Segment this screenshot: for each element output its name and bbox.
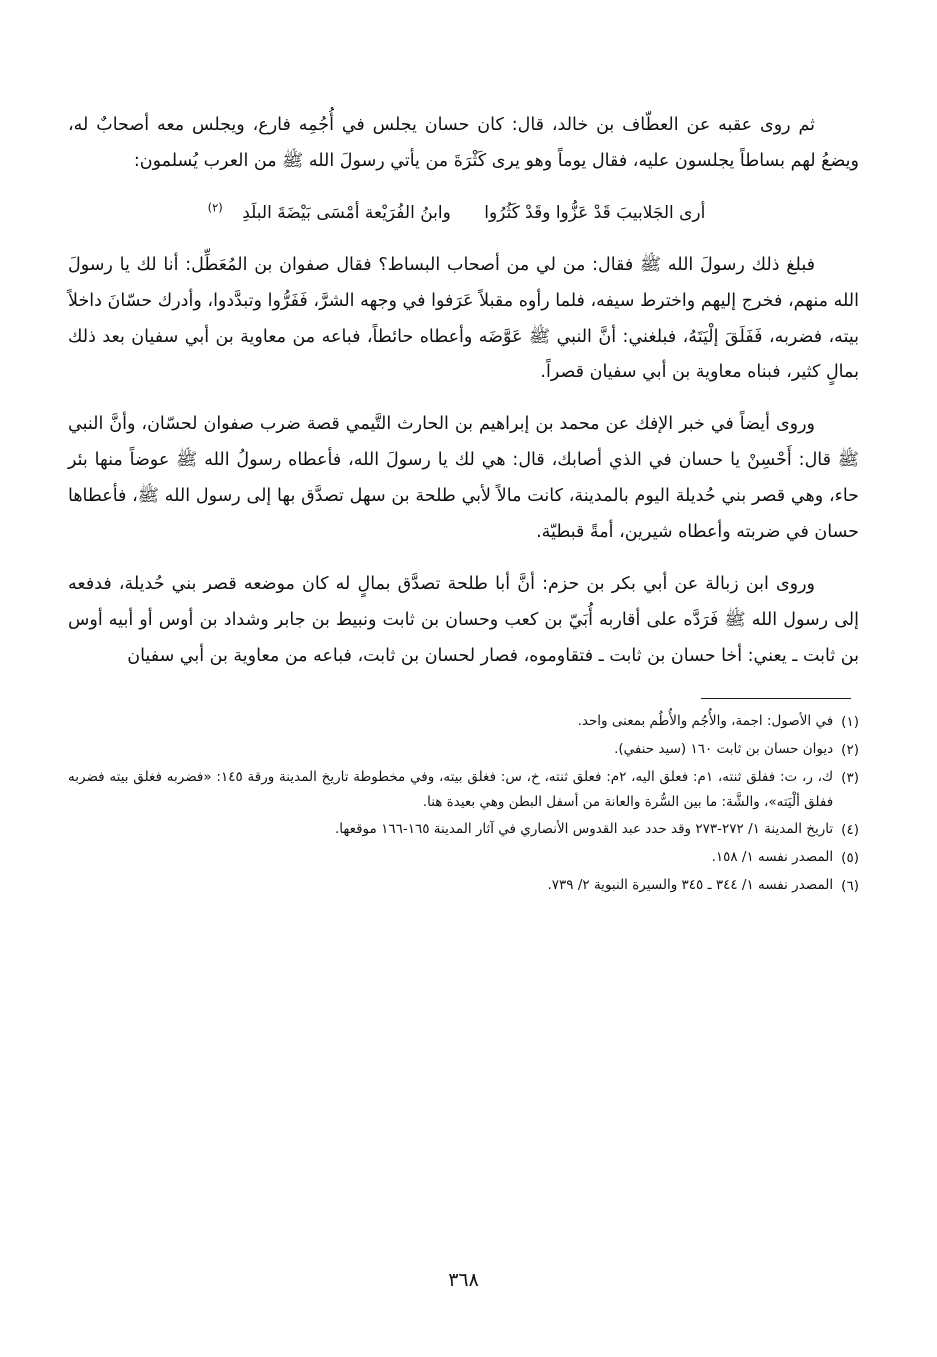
- footnote-item: [68, 873, 859, 899]
- footnote-text: تاريخ المدينة ١/ ٢٧٢-٢٧٣ وقد حدد عبد القدوس الأنصاري في آثار المدينة ١٦٥-١٦٦ موقعها.: [334, 821, 834, 838]
- footnote-item: [68, 765, 859, 815]
- paragraph-1: ثم روى عقبه عن العطّاف بن خالد، قال: كان حسان يجلس في أُجُمِه فارع، ويجلس معه أصحابٌ له، ويضعُ لهم بساطاً يجلسون عليه، فقال يوماً وهو يرى كَثْرَةَ من يأتي رسولَ الله ﷺ من العرب يُسلمون:: [68, 115, 859, 171]
- footnote-item: [68, 817, 859, 843]
- verse-hemistich-right: أرى الجَلابيبَ قَدْ عَزُّوا وقَدْ كَثُرُوا: [484, 202, 706, 223]
- footnote-number: (٤): [841, 822, 859, 839]
- paragraph-2: فبلغ ذلك رسولَ الله ﷺ فقال: من لي من أصحاب البساط؟ فقال صفوان بن المُعَطِّل: أنا لك يا رسولَ الله منهم، فخرج إليهم واخترط سيفه، فلما رأوه مقبلاً عَرَفوا في وجهه الشرَّ، فَفَرُّوا وتبدَّدوا، وأدرك حسّانَ داخلاً بيته، فضربه، فَفَلَقَ إلْيَتَهُ، فبلغني: أنَّ النبي ﷺ عَوَّضَه وأعطاه حائطاً، فباعه من معاوية بن أبي سفيان بعد ذلك بمالٍ كثير، فبناه معاوية بن أبي سفيان قصراً.: [68, 254, 859, 383]
- footnote-text: المصدر نفسه ١/ ٣٤٤ ـ ٣٤٥ والسيرة النبوية ٢/ ٧٣٩.: [547, 877, 834, 894]
- footnote-number: (٣): [841, 770, 859, 787]
- footnotes-block: [68, 709, 859, 901]
- footnote-item: [68, 737, 859, 763]
- footnote-text: ديوان حسان بن ثابت ١٦٠ (سيد حنفي).: [614, 741, 834, 758]
- page-number: ٣٦٨: [448, 1269, 479, 1291]
- footnote-text: في الأصول: اجمة، والأُجُم والأُطُم بمعنى واحد.: [577, 713, 834, 730]
- footnote-number: (٢): [841, 742, 859, 759]
- paragraph-4: وروى ابن زبالة عن أبي بكر بن حزم: أنَّ أبا طلحة تصدَّق بمالٍ له كان موضعه قصر بني حُديلة، فدفعه إلى رسول الله ﷺ فَرَدَّه على أقاربه أُبَيّ بن كعب وحسان بن ثابت ونبيط بن جابر وشداد بن أوس أو أبيه أوس بن ثابت ـ يعني: أخا حسان بن ثابت ـ فتقاوموه، فصار لحسان بن ثابت، فباعه من معاوية بن أبي سفيان: [68, 573, 859, 666]
- footnote-separator: [701, 698, 851, 699]
- footnote-number: (٦): [841, 878, 859, 895]
- verse-hemistich-left: وابنُ الفُرَيْعة أمْسَى بَيْضَةَ البلَدِ: [242, 202, 451, 223]
- paragraph-3: وروى أيضاً في خبر الإفك عن محمد بن إبراهيم بن الحارث التَّيمي قصة ضرب صفوان لحسّان، وأنَّ النبي ﷺ قال: أَحْسِنْ يا حسان في الذي أصابك، قال: هي لك يا رسولَ الله، فأعطاه رسولُ الله ﷺ عوضاً منها بئر حاء، وهي قصر بني حُديلة اليوم بالمدينة، كانت مالاً لأبي طلحة بن سهل تصدَّق بها إلى رسول الله ﷺ، فأعطاها حسان في ضربته وأعطاه شيرين، أمةً قبطيّة.: [68, 414, 859, 542]
- footnote-text: المصدر نفسه ١/ ١٥٨.: [711, 849, 834, 866]
- verse-footnote-marker: (٢): [207, 200, 223, 215]
- footnote-item: [68, 709, 859, 735]
- poetry-verse: [68, 196, 859, 230]
- footnote-number: (١): [841, 714, 859, 731]
- main-text-block: [68, 108, 859, 690]
- footnote-item: [68, 845, 859, 871]
- footnote-number: (٥): [841, 850, 859, 867]
- footnote-text: ك، ر، ت: ففلق ثنته، ١م: فعلق اليه، ٢م: فعلق ثنته، خ، س: فغلق بيته، وفي مخطوطة تاريخ المدينة ورقة ١٤٥: «فضربه فغلق بيته فضربه ففلق ألْيَته»، والشَّة: ما بين السُّرة والعانة من أسفل البطن وهي بعيدة هنا.: [68, 769, 834, 811]
